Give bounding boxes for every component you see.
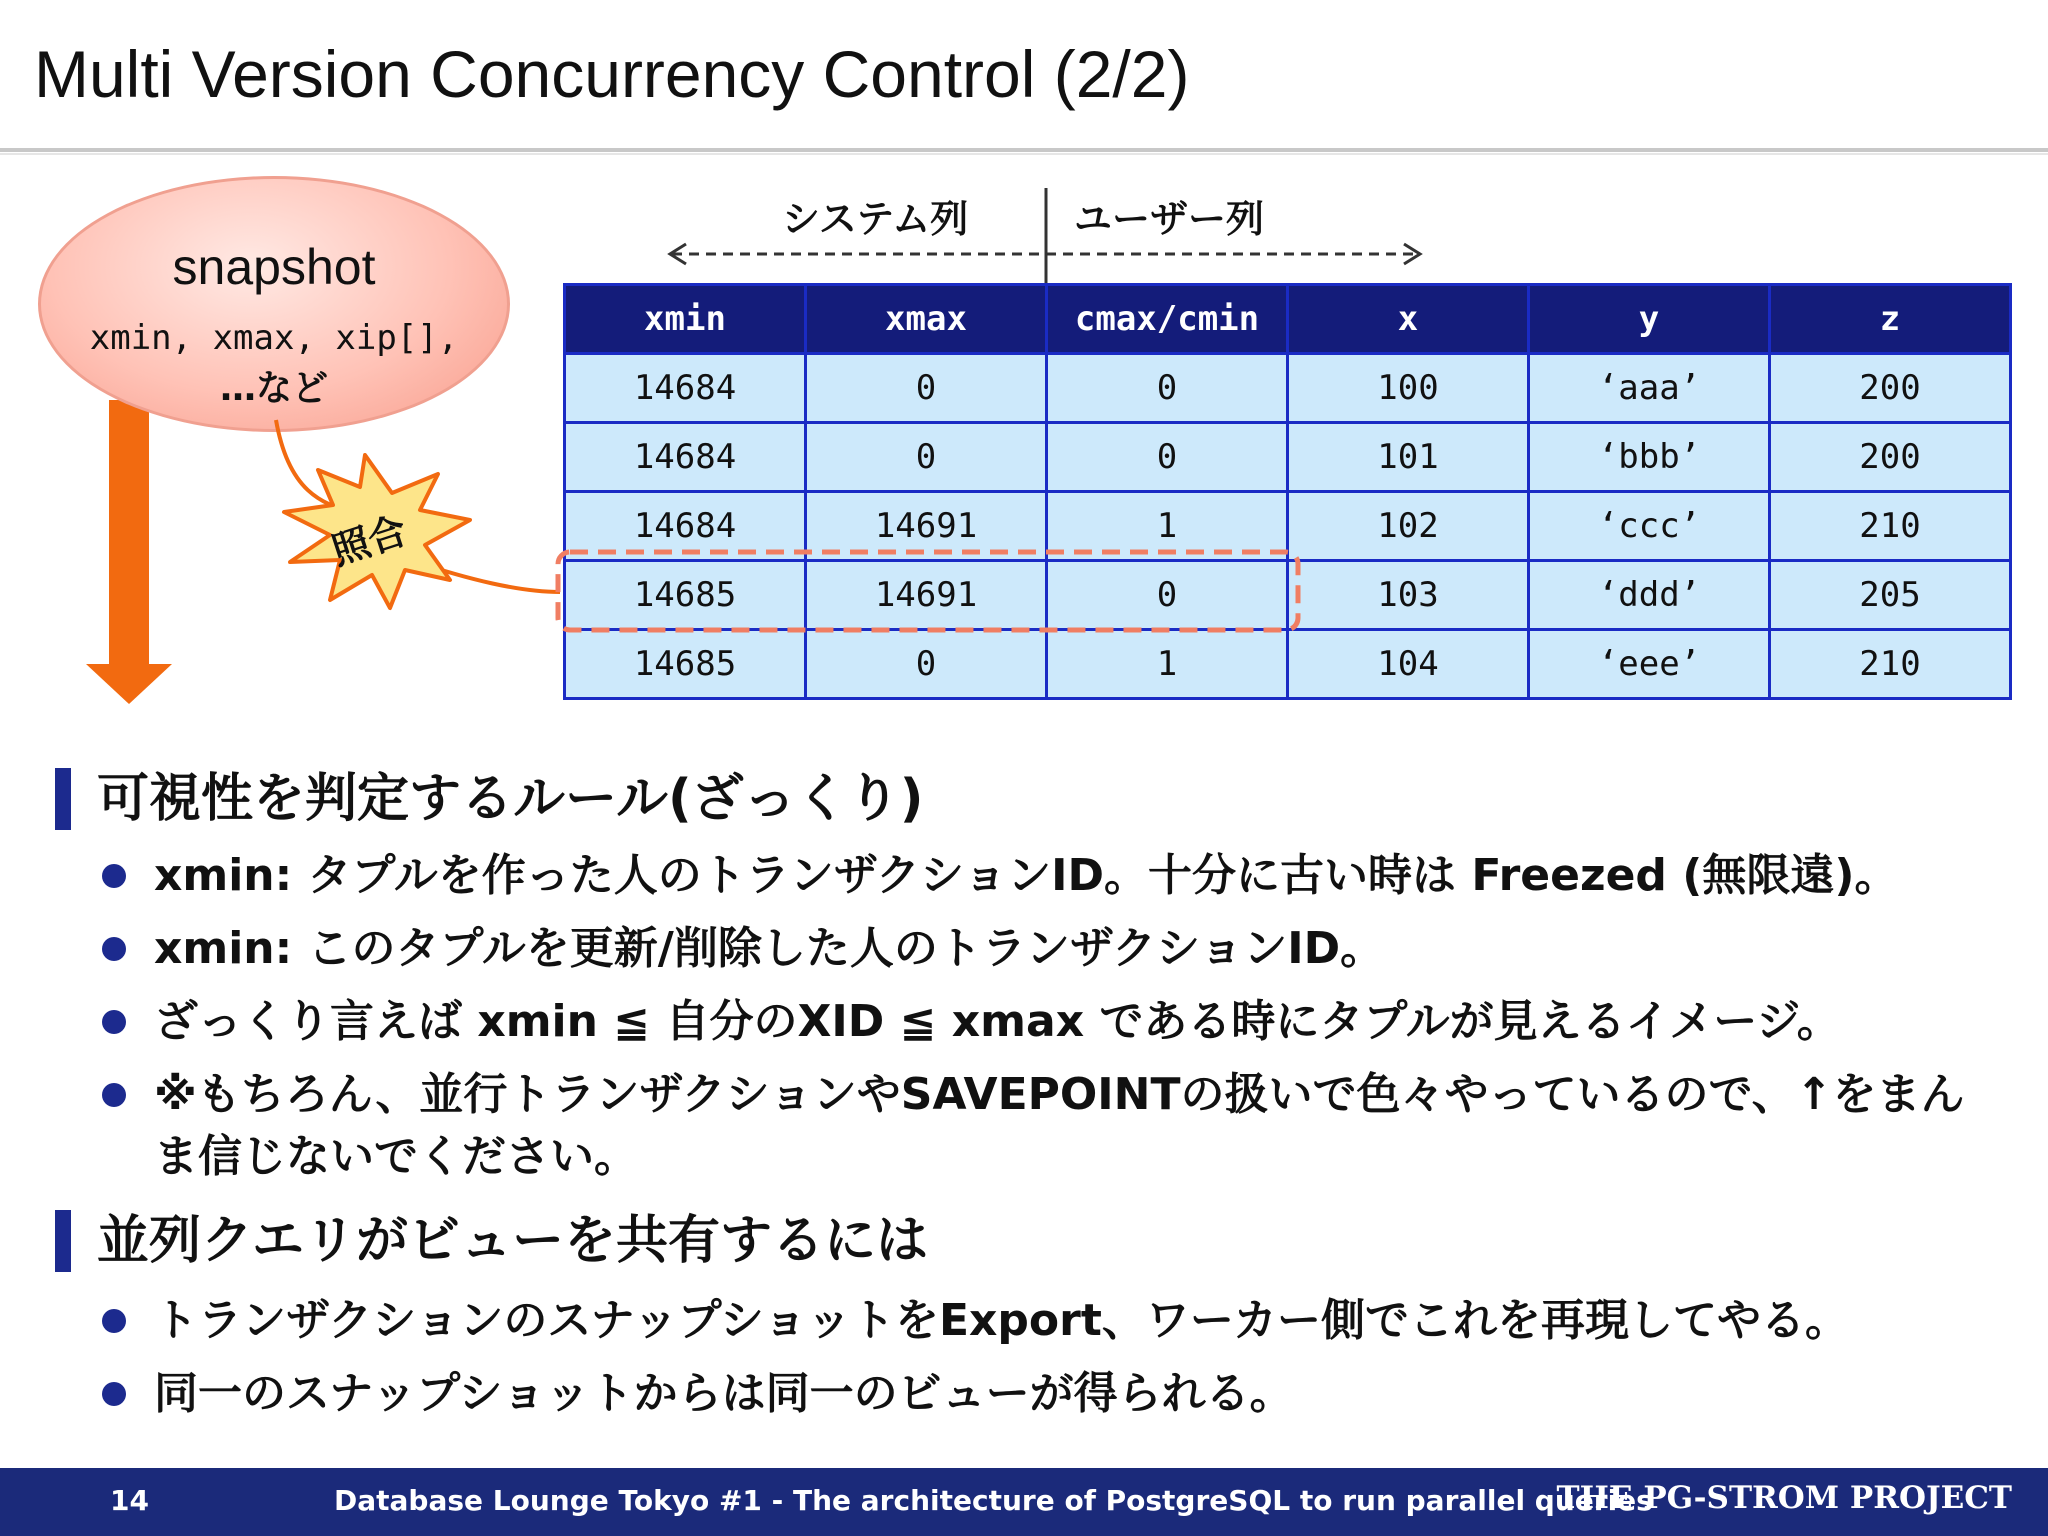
- table-cell: 100: [1288, 354, 1529, 423]
- table-cell: 14691: [806, 561, 1047, 630]
- snapshot-fields: xmin, xmax, xip[],: [89, 318, 459, 358]
- table-cell: ‘aaa’: [1529, 354, 1770, 423]
- column-header: z: [1770, 285, 2011, 354]
- slide-title: Multi Version Concurrency Control (2/2): [34, 37, 1190, 111]
- table-cell: 200: [1770, 423, 2011, 492]
- table-cell: ‘eee’: [1529, 630, 1770, 699]
- project-logo: THE PG-STROM PROJECT: [1556, 1480, 2012, 1516]
- list-item: [102, 1290, 2008, 1352]
- table-cell: 0: [806, 630, 1047, 699]
- table-cell: 104: [1288, 630, 1529, 699]
- column-header: xmax: [806, 285, 1047, 354]
- footer-caption: Database Lounge Tokyo #1 - The architecture of PostgreSQL to run parallel queries: [334, 1484, 1653, 1517]
- table-cell: 1: [1047, 492, 1288, 561]
- table-cell: 14684: [565, 354, 806, 423]
- list-item: [102, 845, 2008, 907]
- table-cell: 205: [1770, 561, 2011, 630]
- column-header: x: [1288, 285, 1529, 354]
- table-cell: ‘bbb’: [1529, 423, 1770, 492]
- section-heading-parallel: 並列クエリがビューを共有するには: [55, 1210, 928, 1272]
- match-label: 照合: [326, 508, 413, 574]
- table-cell: 0: [806, 423, 1047, 492]
- column-header: cmax/cmin: [1047, 285, 1288, 354]
- table-cell: 14685: [565, 561, 806, 630]
- list-item-text: xmin: このタプルを更新/削除した人のトランザクションID。: [154, 923, 1385, 974]
- list-item-text: ※もちろん、並行トランザクションやSAVEPOINTの扱いで色々やっているので、↑をまんま信じないでください。: [154, 1069, 1965, 1182]
- list-item: [102, 1064, 2008, 1188]
- list-item-text: ざっくり言えば xmin ≦ 自分のXID ≦ xmax である時にタプルが見えるイメージ。: [154, 996, 1841, 1047]
- list-item: [102, 918, 2008, 980]
- table-cell: 103: [1288, 561, 1529, 630]
- table-cell: 0: [806, 354, 1047, 423]
- list-item-text: トランザクションのスナップショットをExport、ワーカー側でこれを再現してやる。: [154, 1295, 1849, 1346]
- table-cell: 1: [1047, 630, 1288, 699]
- bullet-icon: [102, 1309, 126, 1333]
- bullet-icon: [102, 864, 126, 888]
- list-item-text: xmin: タプルを作った人のトランザクションID。十分に古い時は Freezed (無限遠)。: [154, 850, 1899, 901]
- table-cell: 200: [1770, 354, 2011, 423]
- table-cell: 14691: [806, 492, 1047, 561]
- column-header: y: [1529, 285, 1770, 354]
- column-header: xmin: [565, 285, 806, 354]
- list-item: [102, 991, 2008, 1053]
- table-cell: 14684: [565, 492, 806, 561]
- table-cell: 101: [1288, 423, 1529, 492]
- list-item-text: 同一のスナップショットからは同一のビューが得られる。: [154, 1368, 1294, 1419]
- table-cell: 0: [1047, 423, 1288, 492]
- bullet-icon: [102, 1010, 126, 1034]
- slide-footer: [0, 1468, 2048, 1536]
- snapshot-etc: …など: [219, 368, 328, 409]
- user-columns-label: ユーザー列: [1074, 197, 1265, 241]
- page-number: 14: [110, 1484, 149, 1517]
- table-cell: 102: [1288, 492, 1529, 561]
- table-cell: 210: [1770, 492, 2011, 561]
- table-cell: ‘ddd’: [1529, 561, 1770, 630]
- snapshot-title: snapshot: [172, 239, 376, 295]
- table-cell: 210: [1770, 630, 2011, 699]
- section-heading-visibility: 可視性を判定するルール(ざっくり): [55, 768, 924, 830]
- system-columns-label: システム列: [782, 197, 969, 241]
- bullet-icon: [102, 1083, 126, 1107]
- table-cell: ‘ccc’: [1529, 492, 1770, 561]
- table-cell: 14684: [565, 423, 806, 492]
- list-item: [102, 1363, 2008, 1425]
- bullet-icon: [102, 937, 126, 961]
- bullet-icon: [102, 1382, 126, 1406]
- table-cell: 0: [1047, 561, 1288, 630]
- table-cell: 14685: [565, 630, 806, 699]
- table-cell: 0: [1047, 354, 1288, 423]
